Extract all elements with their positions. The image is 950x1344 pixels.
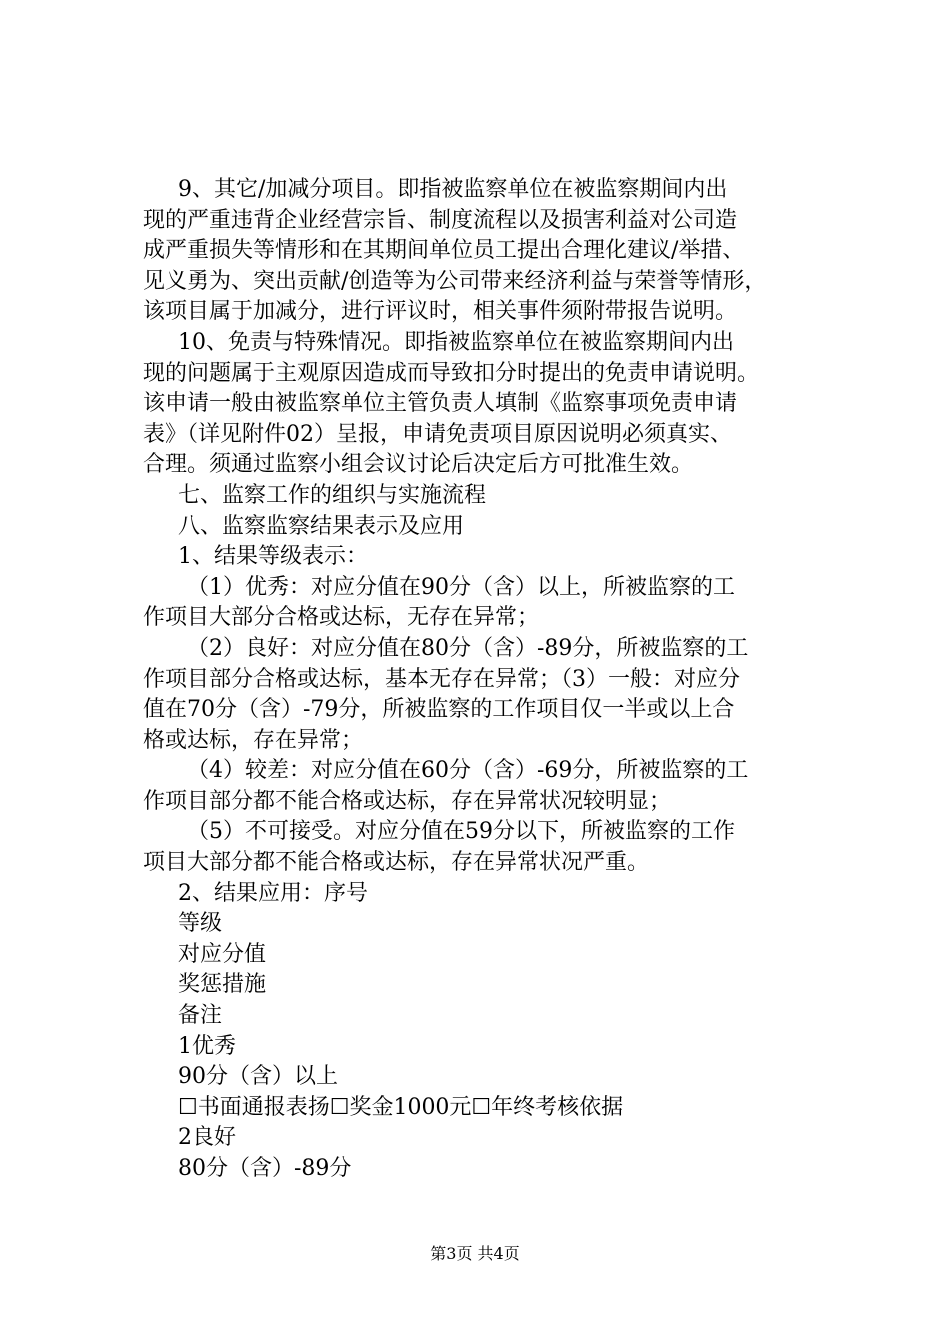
table-cell: 奖惩措施: [178, 972, 267, 998]
table-cell: ☐书面通报表扬☐奖金1000元☐年终考核依据: [178, 1094, 624, 1120]
table-cell: 90分（含）以上: [178, 1064, 338, 1090]
paragraph-line: 项目大部分都不能合格或达标，存在异常状况严重。: [143, 850, 650, 876]
paragraph-line: 10、免责与特殊情况。即指被监察单位在被监察期间内出: [178, 329, 734, 355]
table-cell: 等级: [178, 911, 223, 937]
paragraph-line: 值在70分（含）-79分，所被监察的工作项目仅一半或以上合: [143, 697, 735, 723]
section-heading: 七、监察工作的组织与实施流程: [178, 482, 487, 508]
paragraph-line: （2）良好：对应分值在80分（含）-89分，所被监察的工: [187, 635, 749, 661]
section-heading: 八、监察监察结果表示及应用: [178, 513, 465, 539]
subsection-heading: 2、结果应用：序号: [178, 880, 368, 906]
paragraph-line: 该项目属于加减分，进行评议时，相关事件须附带报告说明。: [143, 299, 738, 325]
document-body: [143, 175, 843, 1185]
table-cell: 备注: [178, 1003, 223, 1029]
paragraph-line: 格或达标，存在异常；: [143, 727, 364, 753]
paragraph-line: 表》（详见附件02）呈报，申请免责项目原因说明必须真实、: [143, 421, 732, 447]
paragraph-line: 该申请一般由被监察单位主管负责人填制《监察事项免责申请: [143, 391, 738, 417]
table-cell: 1优秀: [178, 1033, 236, 1059]
paragraph-line: 见义勇为、突出贡献/创造等为公司带来经济利益与荣誉等情形，: [143, 268, 767, 294]
table-cell: 对应分值: [178, 941, 267, 967]
paragraph-line: 作项目部分合格或达标，基本无存在异常；（3）一般：对应分: [143, 666, 740, 692]
table-cell: 80分（含）-89分: [178, 1156, 352, 1181]
page-number-footer: 第3页 共4页: [430, 1244, 520, 1263]
paragraph-line: （5）不可接受。对应分值在59分以下，所被监察的工作: [187, 819, 735, 845]
paragraph-line: 现的严重违背企业经营宗旨、制度流程以及损害利益对公司造: [143, 207, 738, 233]
table-cell: 2良好: [178, 1125, 236, 1151]
paragraph-line: 合理。须通过监察小组会议讨论后决定后方可批准生效。: [143, 452, 694, 478]
paragraph-line: 作项目大部分合格或达标，无存在异常；: [143, 605, 540, 631]
paragraph-line: 9、其它/加减分项目。即指被监察单位在被监察期间内出: [178, 177, 728, 202]
paragraph-line: 成严重损失等情形和在其期间单位员工提出合理化建议/举措、: [143, 238, 745, 264]
paragraph-line: 现的问题属于主观原因造成而导致扣分时提出的免责申请说明。: [143, 360, 760, 386]
paragraph-line: （4）较差：对应分值在60分（含）-69分，所被监察的工: [187, 758, 749, 784]
paragraph-line: 作项目部分都不能合格或达标，存在异常状况较明显；: [143, 788, 672, 814]
subsection-heading: 1、结果等级表示：: [178, 544, 368, 570]
paragraph-line: （1）优秀：对应分值在90分（含）以上，所被监察的工: [187, 574, 735, 600]
